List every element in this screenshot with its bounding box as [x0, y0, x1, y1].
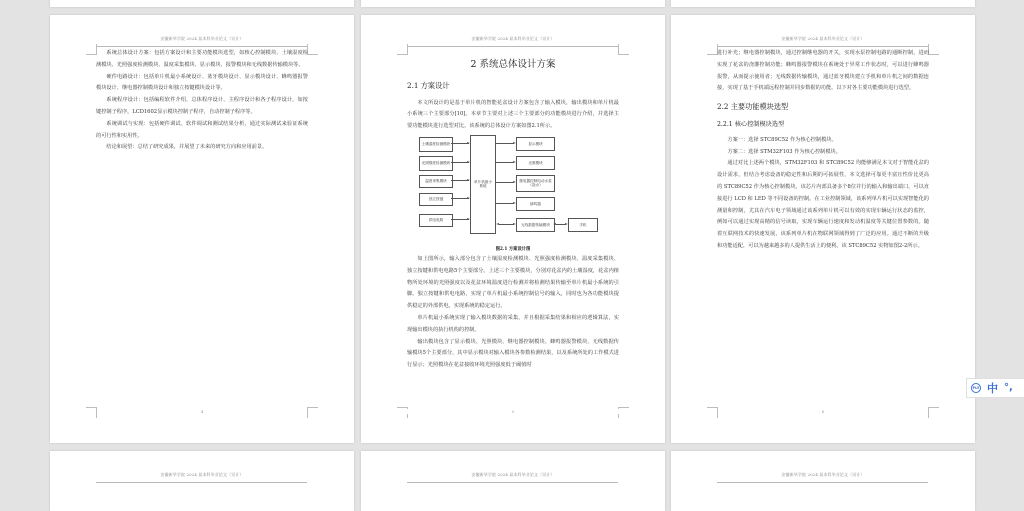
ime-toolbar[interactable]	[966, 378, 1024, 398]
running-header: 安徽新华学院 2024 届本科毕业论文（设计）	[160, 472, 244, 477]
page-number: 6	[821, 409, 825, 414]
page-number: 4	[200, 409, 204, 414]
margin-mark-top-right	[618, 44, 629, 55]
ime-language-toggle[interactable]: 中	[987, 381, 998, 395]
diagram-block-light-intensity: 光照强度检测模块	[419, 156, 453, 171]
section-title: 2.1 方案设计	[407, 80, 450, 90]
page-body	[717, 48, 929, 253]
paragraph: 通过对比上述两个模块，STM32F103 和 STC89C52 均能够满足本文对于智能花盆的设计需求，但结合考虑设备的稳定性和后期的可拓展性，本文选择可靠更丰富且性价比更高的 STC89C52 作为核心控制模块。该芯片内部具备多个8位并行的输入和输出端口，可以直接进行 LCD 和 LED 等不同设备的控制。在工业控制领域，该系列单片机可以实现智能化的测量和控制，尤其在汽车电子领域通过该系列单片机可以有效的实现车辆运行状态的监控，例如可以通过实现高精的信号读取，实现车辆运行速度和发动机温度等关键位置参数的。随着互联网技术的快速发展，该系列单片机在物联网领域得到了广泛的应用。通过不断的升级和功能适配，可以为越来越多的人提供生活上的便利。该 STC89C52 实物如图2-2所示。	[717, 160, 929, 249]
paragraph: 方案二：选择 STM32F103 作为核心控制模块。	[727, 148, 841, 155]
paragraph: 系统程序设计：包括编程软件介绍、总体程序设计、主程序设计和各子程序设计，如按键控制子程序，LCD1602显示模块控制子程序，自动控制子程序等。	[96, 97, 308, 115]
page-prev-left	[50, 0, 354, 7]
page-4	[50, 15, 354, 443]
diagram-block-display: 显示模块	[516, 137, 555, 151]
margin-mark-top-right	[928, 44, 939, 55]
scheme-design-diagram	[419, 135, 619, 243]
ime-logo-icon[interactable]: PLY	[971, 383, 981, 393]
arrow-icon	[496, 223, 499, 225]
diagram-block-buttons: 独立按键	[419, 193, 453, 206]
paragraph: 结论和展望：总结了研究成果，并展望了未来的研究方向和应用前景。	[106, 144, 268, 151]
page-6	[671, 15, 975, 443]
ime-punctuation-toggle[interactable]: °,	[1004, 382, 1013, 393]
connector	[496, 203, 514, 204]
diagram-block-relay-pump: 继电器控制电动水泵（浇水）	[516, 175, 555, 192]
diagram-block-temperature: 温度采集模块	[419, 175, 453, 188]
paragraph: 本文所设计的是基于单片机的智能花盆设计方案包含了输入模块，输出模块和单片机最小系统三个主要部分[10]。本章节主要对上述三个主要部分的功能模块进行介绍，并选择主要功能模块进行选型对比，该系统的总体设计方案如图2.1所示。	[407, 99, 619, 130]
chapter-title: 2 系统总体设计方案	[470, 59, 556, 70]
running-header: 安徽新华学院 2024 届本科毕业论文（设计）	[471, 36, 555, 41]
page-prev-middle	[361, 0, 665, 7]
running-header: 安徽新华学院 2024 届本科毕业论文（设计）	[781, 472, 865, 477]
diagram-block-wireless: 无线数据传输模块	[516, 218, 555, 232]
connector	[499, 224, 514, 225]
paragraph: 输出模块包含了显示模块、光照模块、继电器控制模块、蜂鸣器报警模块、无线数据传输模块5个主要部分，其中显示模块对输入模块各参数检测结果，以及系统所处的工作模式进行显示；光照模块在花盆接收环境光照强度低于阈值时	[407, 338, 619, 369]
page-7	[50, 451, 354, 511]
paragraph: 进行补光；继电器控制模块，通过控制继电器的开关，实现水泵控制电路的通断控制，进而实现了花盆的浇灌控制功能；蜂鸣器报警模块在系统处于异常工作状态时，可以进行蜂鸣器报警，从而提示使用者；无线数据传输模块，通过蓝牙模块建立手机和单片机之间的数据连接，实现了基于手机端远程控制并同步数据的功能。以下对各主要功能模块进行选型。	[717, 50, 929, 92]
page-prev-right	[671, 0, 975, 7]
header-rule	[717, 46, 928, 47]
page-5	[361, 15, 665, 443]
header-rule	[96, 46, 307, 47]
figure-caption: 图2.1 方案设计图	[495, 246, 531, 252]
connector	[496, 162, 514, 163]
arrow-icon	[553, 223, 556, 225]
running-header: 安徽新华学院 2024 届本科毕业论文（设计）	[471, 472, 555, 477]
diagram-block-buzzer: 蜂鸣器	[516, 197, 555, 211]
section-title: 2.2 主要功能模块选型	[717, 102, 789, 112]
diagram-block-light: 光照模块	[516, 156, 555, 170]
paragraph: 方案一：选择 STC89C52 作为核心控制模块。	[727, 136, 837, 143]
page-number: 5	[361, 409, 665, 414]
page-8	[361, 451, 665, 511]
paragraph: 如上图所示，输入部分包含了土壤湿度检测模块、光照强度检测模块、温度采集模块、独立按键和供电电路5个主要部分。上述三个主要模块，分别对花盆内的土壤湿度，花盆内植物所处环境的光照强度以及花盆环境温度进行检测并将检测结果传输至单片机最小系统的引脚。独立按键和供电电路，实现了单片机最小系统控制信号的输入，同时也为各功能模块提供稳定的外部供电，实现系统的稳定运行。	[407, 255, 619, 310]
diagram-block-power: 供电电路	[419, 214, 453, 227]
diagram-block-mcu: 单片机最小系统	[470, 135, 496, 234]
page-9	[671, 451, 975, 511]
subsection-title: 2.2.1 核心控制模块选型	[717, 120, 785, 128]
page-body	[407, 49, 619, 372]
diagram-block-phone: 手机	[568, 218, 598, 232]
running-header: 安徽新华学院 2024 届本科毕业论文（设计）	[160, 36, 244, 41]
connector	[496, 182, 514, 183]
header-rule	[407, 46, 618, 47]
page-body	[96, 48, 308, 154]
margin-mark-top-right	[307, 44, 318, 55]
paragraph: 单片机最小系统实现了输入模块数据的采集，并且根据采集结果和相应的逻辑算法，实现输出模块的执行机构的控制。	[407, 314, 619, 333]
diagram-block-soil-moisture: 土壤湿度检测模块	[419, 137, 453, 152]
paragraph: 系统总体设计方案：包括方案设计和主要功能模块选型，如核心控制模块、土壤湿度检测模块、光照强度检测模块、温度采集模块、显示模块、报警模块和无线数据传输模块等。	[96, 50, 308, 68]
running-header: 安徽新华学院 2024 届本科毕业论文（设计）	[781, 36, 865, 41]
paragraph: 硬件电路设计：包括单片机最小系统设计、蓝牙模块设计、显示模块设计、蜂鸣器报警模块设计、继电器控制模块设计和独立按键模块设计等。	[96, 73, 308, 92]
connector	[496, 143, 514, 144]
paragraph: 系统调试与实现：包括硬件调试、软件调试和测试结果分析，通过实际测试来验证系统的可行性和实用性。	[96, 120, 308, 139]
